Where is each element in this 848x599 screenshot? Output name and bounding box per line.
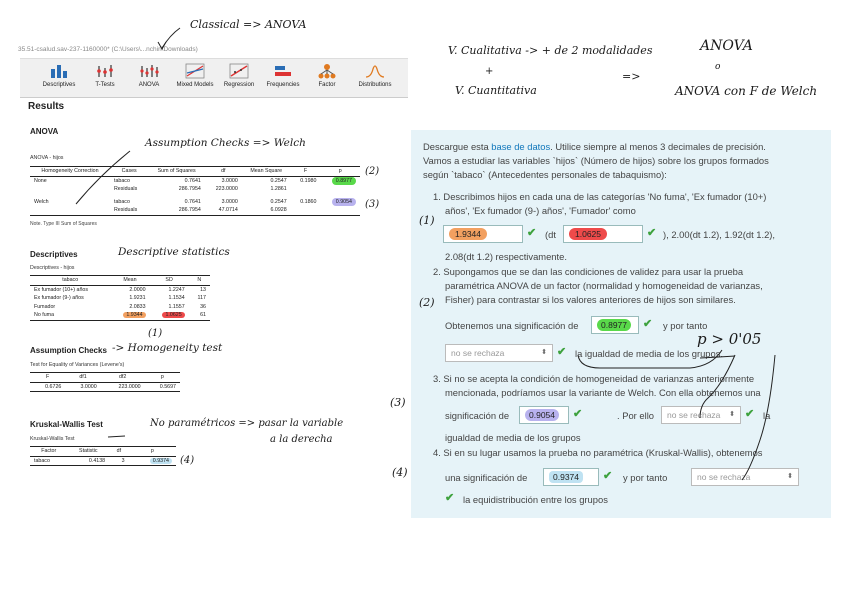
q3-la: la	[763, 410, 771, 421]
check-icon: ✔	[557, 346, 567, 358]
chevron-updown-icon: ⬍	[541, 349, 547, 356]
anova-note: Note. Type III Sum of Squares	[30, 221, 97, 227]
sd-no-fuma: 1.0625	[162, 312, 184, 318]
q3-pvalue-value: 0.9054	[525, 409, 559, 421]
cell: tabaco	[113, 177, 130, 184]
cell: tabaco	[30, 456, 67, 466]
cell: 2.0000	[129, 286, 146, 293]
col-header: df2	[101, 373, 145, 383]
col-header: F	[291, 167, 321, 177]
cell: 1.2247	[168, 286, 185, 293]
cell: 0.1860	[300, 198, 317, 205]
q2-text-1: 2. Supongamos que se dan las condiciones de validez para usar la prueba	[433, 266, 744, 277]
anova-heading: ANOVA	[30, 127, 59, 136]
kruskal-heading: Kruskal-Wallis Test	[30, 420, 103, 429]
col-header: df1	[65, 373, 100, 383]
q3-por-ello: . Por ello	[617, 410, 654, 421]
cell: 0.2547	[270, 198, 287, 205]
annotation-label-1: (1)	[148, 328, 163, 339]
cell: Residuals	[110, 206, 148, 215]
chevron-updown-icon: ⬍	[787, 473, 793, 480]
check-icon: ✔	[643, 318, 653, 330]
descriptives-heading: Descriptives	[30, 250, 78, 259]
annotation-assumption: Assumption Checks => Welch	[145, 137, 306, 149]
chevron-updown-icon: ⬍	[729, 411, 735, 418]
cell: 6.0928	[242, 206, 291, 215]
q4-after: la equidistribución entre los grupos	[463, 494, 608, 505]
q2-after: la igualdad de media de los grupos.	[575, 348, 724, 359]
annotation-classical: Classical => ANOVA	[190, 18, 307, 31]
annotation-right-plus: +	[485, 66, 494, 77]
q2-text-2: paramétrica ANOVA de un factor (normalidad y homogeneidad de varianzas,	[445, 280, 763, 291]
cell: 0.4138	[67, 456, 109, 466]
q3-text-1: 3. Si no se acepta la condición de homogeneidad de varianzas anteriormente	[433, 373, 755, 384]
annotation-right-arrow: =>	[622, 70, 641, 83]
col-header: Factor	[30, 447, 67, 457]
q2-tanto: y por tanto	[663, 320, 708, 331]
cell: 0.1980	[300, 177, 317, 184]
quiz-annotation-4: (4)	[392, 466, 408, 479]
mean-no-fuma: 1.9344	[123, 312, 145, 318]
cell: 3.0000	[221, 177, 238, 184]
p-value-kruskal: 0.9374	[150, 458, 172, 464]
col-header: Sum of Squares	[148, 167, 204, 177]
annotation-homogeneity: -> Homogeneity test	[112, 342, 223, 354]
check-icon: ✔	[647, 227, 657, 239]
cell: 61	[189, 311, 210, 320]
annotation-nonparam-1: No paramétricos => pasar la variable	[150, 418, 344, 429]
ribbon-label: Mixed Models	[176, 82, 214, 88]
q2-select-value: no se rechaza	[451, 348, 505, 358]
cell: None	[34, 177, 47, 184]
col-header: Statistic	[67, 447, 109, 457]
cell: Residuals	[113, 186, 138, 193]
anova-table-title: ANOVA - hijos	[30, 155, 64, 161]
cell: 36	[200, 303, 206, 310]
intro-text: Descargue esta	[423, 141, 492, 152]
check-icon: ✔	[445, 492, 455, 504]
ribbon-label: Descriptives	[42, 82, 76, 88]
check-icon: ✔	[603, 470, 613, 482]
cell: 286.7954	[178, 186, 201, 193]
annotation-right-line2a: V. Cuantitativa	[455, 84, 537, 97]
cell: Ex fumador (10+) años	[34, 286, 89, 293]
cell: 1.2861	[270, 186, 287, 193]
cell: 286.7954	[148, 206, 204, 215]
q1-text-4: 2.08(dt 1.2) respectivamente.	[445, 251, 567, 262]
col-header: Cases	[110, 167, 148, 177]
descriptives-table-title: Descriptives - hijos	[30, 265, 75, 271]
cell: Ex fumador (9-) años	[34, 295, 84, 302]
annotation-label-4: (4)	[180, 455, 195, 466]
cell: 0.7641	[184, 198, 201, 205]
col-header: p	[145, 373, 180, 383]
col-header: SD	[150, 276, 189, 286]
quiz-annotation-1: (1)	[419, 214, 435, 227]
quiz-annotation-3: (3)	[390, 396, 406, 409]
col-header: N	[189, 276, 210, 286]
col-header: df	[205, 167, 242, 177]
ribbon-label: Regression	[223, 82, 255, 88]
q1-text-1: 1. Describimos hijos en cada una de las categorías 'No fuma', 'Ex fumador (10+)	[433, 191, 767, 202]
cell: No fuma	[30, 311, 110, 320]
annotation-right-line1b: ANOVA	[700, 38, 753, 54]
ribbon-label: T-Tests	[95, 82, 115, 88]
q3-text-4: igualdad de media de los grupos	[445, 432, 581, 443]
cell: 1.9231	[129, 295, 146, 302]
check-icon: ✔	[573, 408, 583, 420]
q1-dt-label: (dt	[545, 229, 556, 240]
q3-select-value: no se rechaza	[667, 410, 721, 420]
p-value-welch: 0.9054	[332, 198, 356, 206]
annotation-descriptive: Descriptive statistics	[118, 246, 230, 258]
cell: 2.0833	[129, 303, 146, 310]
annotation-label-3: (3)	[365, 199, 380, 210]
cell: 3.0000	[221, 198, 238, 205]
q1-rest: ), 2.00(dt 1.2), 1.92(dt 1.2),	[663, 229, 776, 240]
annotation-nonparam-2: a la derecha	[270, 434, 333, 445]
col-header: Homogeneity Correction	[30, 167, 110, 177]
annotation-right-line1a: V. Cualitativa -> + de 2 modalidades	[448, 44, 653, 57]
cell: Fumador	[34, 303, 56, 310]
annotation-label-2: (2)	[365, 166, 380, 177]
q3-text-2: mencionada, podríamos usar la variante de Welch. Con ella obtenemos una	[445, 387, 761, 398]
col-header: p	[320, 167, 360, 177]
q2-sig-label: Obtenemos una significación de	[445, 320, 579, 331]
q2-pvalue-value: 0.8977	[597, 319, 631, 331]
ribbon-label: Frequencies	[266, 82, 300, 88]
cell: 47.0714	[205, 206, 242, 215]
levene-table-title: Test for Equality of Variances (Levene's)	[30, 362, 125, 368]
cell: 3	[109, 456, 128, 466]
cell: 3.0000	[65, 382, 100, 392]
quiz-annotation-2: (2)	[419, 296, 435, 309]
dataset-link[interactable]: base de datos	[491, 141, 551, 152]
q4-tanto: y por tanto	[623, 472, 668, 483]
q4-sig-label: una significación de	[445, 472, 528, 483]
file-title: 35.51-csalud.sav-237-1160000* (C:\Users\...nchiri\Downloads)	[18, 46, 198, 53]
annotation-p-note: p > 0'05	[697, 330, 762, 348]
intro-text: . Utilice siempre al menos 3 decimales de precisión.	[550, 141, 766, 152]
cell: 13	[200, 286, 206, 293]
cell: 223.0000	[215, 186, 238, 193]
cell: 223.0000	[101, 382, 145, 392]
cell: Welch	[34, 198, 49, 205]
col-header: p	[129, 447, 176, 457]
cell: 117	[197, 295, 206, 302]
cell: 0.2547	[270, 177, 287, 184]
quiz-intro-3: según `tabaco` (Antecedentes personales de tabaquismo):	[423, 169, 667, 180]
check-icon: ✔	[527, 227, 537, 239]
col-header: F	[30, 373, 65, 383]
results-title: Results	[28, 101, 65, 112]
cell: 0.5697	[145, 382, 180, 392]
ribbon-label: ANOVA	[138, 82, 160, 88]
col-header: Mean Square	[242, 167, 291, 177]
check-icon: ✔	[745, 408, 755, 420]
q4-text-1: 4. Si en su lugar usamos la prueba no paramétrica (Kruskal-Wallis), obtenemos	[433, 447, 763, 458]
q1-text-2: años', 'Ex fumador (9-) años', 'Fumador' como	[445, 205, 636, 216]
kruskal-table-title: Kruskal-Wallis Test	[30, 436, 75, 442]
p-value-none: 0.8977	[332, 177, 356, 185]
quiz-intro-2: Vamos a estudiar las variables `hijos` (Número de hijos) sobre los grupos formados	[423, 155, 769, 166]
cell: 0.7641	[184, 177, 201, 184]
col-header: Mean	[110, 276, 149, 286]
ribbon-label: Factor	[318, 82, 336, 88]
cell: 0.6726	[30, 382, 65, 392]
cell: tabaco	[113, 198, 130, 205]
q4-pvalue-value: 0.9374	[549, 471, 583, 483]
cell: 1.1557	[168, 303, 185, 310]
q2-text-3: Fisher) para contrastar si los valores anteriores de hijos son similares.	[445, 294, 736, 305]
q4-select-value: no se rechaza	[697, 472, 751, 482]
assumption-heading: Assumption Checks	[30, 346, 107, 355]
col-header: df	[109, 447, 128, 457]
annotation-right-o: o	[715, 62, 721, 72]
q1-mean-value: 1.9344	[449, 228, 487, 240]
q1-sd-value: 1.0625	[569, 228, 607, 240]
q3-sig-label: significación de	[445, 410, 510, 421]
ribbon-label: Distributions	[358, 82, 392, 88]
col-header: tabaco	[30, 276, 110, 286]
cell: 1.1534	[168, 295, 185, 302]
annotation-right-line2b: ANOVA con F de Welch	[675, 84, 818, 98]
